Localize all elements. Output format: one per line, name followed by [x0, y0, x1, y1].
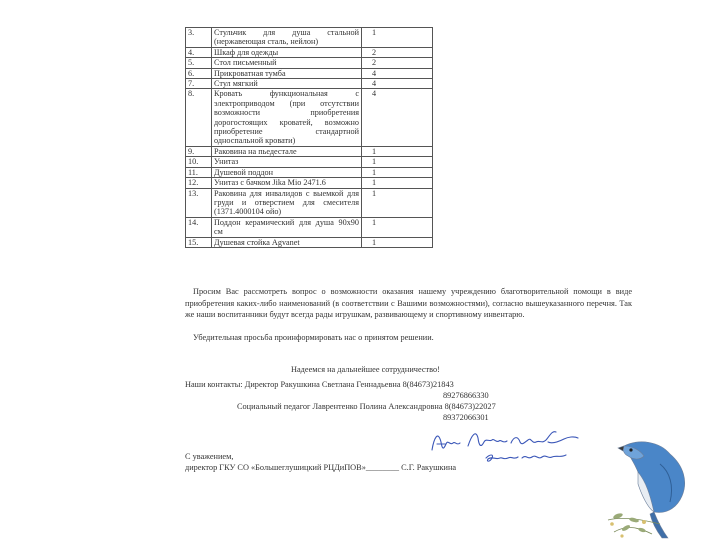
item-name: Стульчик для душа стальной (нержавеющая сталь, нейлон)	[212, 28, 362, 48]
item-number: 5.	[186, 58, 212, 68]
item-quantity: 1	[362, 237, 433, 247]
item-number: 13.	[186, 188, 212, 217]
table-row	[186, 217, 433, 237]
director-contact: Директор Ракушкина Светлана Геннадьевна 8(84673)21843	[244, 380, 454, 389]
table-row	[186, 89, 433, 146]
table-row	[186, 68, 433, 78]
table-row	[186, 146, 433, 156]
director-phone-2: 89276866330	[443, 391, 489, 400]
item-quantity: 1	[362, 28, 433, 48]
social-contact: Социальный педагог Лаврентенко Полина Александровна 8(84673)22027	[237, 402, 496, 411]
item-name: Душевая стойка Agvanet	[212, 237, 362, 247]
item-name: Стул мягкий	[212, 79, 362, 89]
item-quantity: 4	[362, 79, 433, 89]
item-quantity: 1	[362, 146, 433, 156]
table-row	[186, 28, 433, 48]
contacts-label: Наши контакты:	[185, 380, 243, 389]
item-quantity: 4	[362, 68, 433, 78]
handwritten-signature	[428, 424, 598, 468]
item-number: 3.	[186, 28, 212, 48]
item-name: Поддон керамический для душа 90х90 см	[212, 217, 362, 237]
item-number: 12.	[186, 178, 212, 188]
request-paragraph: Просим Вас рассмотреть вопрос о возможности оказания нашему учреждению благотворительной помощи в виде приобретения каких-либо наименований (в соответствии с Вашими возможностями), согласно вышеуказанного перечня. Так же наши воспитанники будут всегда рады игрушкам, развивающему и спортивному инвентарю.	[185, 287, 632, 320]
item-quantity: 1	[362, 178, 433, 188]
item-quantity: 4	[362, 89, 433, 146]
table-row	[186, 157, 433, 167]
hope-line: Надеемся на дальнейшее сотрудничество!	[291, 365, 440, 374]
inform-request: Убедительная просьба проинформировать нас о принятом решении.	[193, 333, 434, 342]
item-name: Шкаф для одежды	[212, 47, 362, 57]
item-number: 9.	[186, 146, 212, 156]
item-name: Раковина для инвалидов с выемкой для груди и отверстием для смесителя (1371.4000104 ойо)	[212, 188, 362, 217]
item-name: Унитаз	[212, 157, 362, 167]
regards-line: С уважением,	[185, 452, 234, 461]
item-quantity: 1	[362, 167, 433, 177]
bird-illustration	[604, 424, 720, 540]
item-name: Стол письменный	[212, 58, 362, 68]
table-row	[186, 58, 433, 68]
table-row	[186, 178, 433, 188]
item-number: 8.	[186, 89, 212, 146]
table-row	[186, 79, 433, 89]
item-quantity: 2	[362, 47, 433, 57]
item-number: 4.	[186, 47, 212, 57]
items-table-body	[186, 28, 433, 248]
item-name: Раковина на пьедестале	[212, 146, 362, 156]
signature-line: директор ГКУ СО «Большеглушицкий РЦДиПОВ»________ С.Г. Ракушкина	[185, 463, 457, 472]
item-number: 6.	[186, 68, 212, 78]
item-name: Душевой поддон	[212, 167, 362, 177]
item-number: 10.	[186, 157, 212, 167]
table-row	[186, 47, 433, 57]
item-number: 11.	[186, 167, 212, 177]
item-name: Унитаз с бачком Jika Mio 2471.6	[212, 178, 362, 188]
item-name: Кровать функциональная с электроприводом (при отсутствии возможности приобретения дорогостоящих кроватей, возможно приобретение стандартной односпальной кровати)	[212, 89, 362, 146]
item-quantity: 1	[362, 188, 433, 217]
table-row	[186, 167, 433, 177]
social-phone-2: 89372066301	[443, 413, 489, 422]
table-row	[186, 188, 433, 217]
item-quantity: 2	[362, 58, 433, 68]
items-table	[185, 27, 433, 248]
table-row	[186, 237, 433, 247]
item-quantity: 1	[362, 217, 433, 237]
item-number: 15.	[186, 237, 212, 247]
item-name: Прикроватная тумба	[212, 68, 362, 78]
contacts-director-line	[185, 380, 454, 389]
item-quantity: 1	[362, 157, 433, 167]
item-number: 7.	[186, 79, 212, 89]
item-number: 14.	[186, 217, 212, 237]
